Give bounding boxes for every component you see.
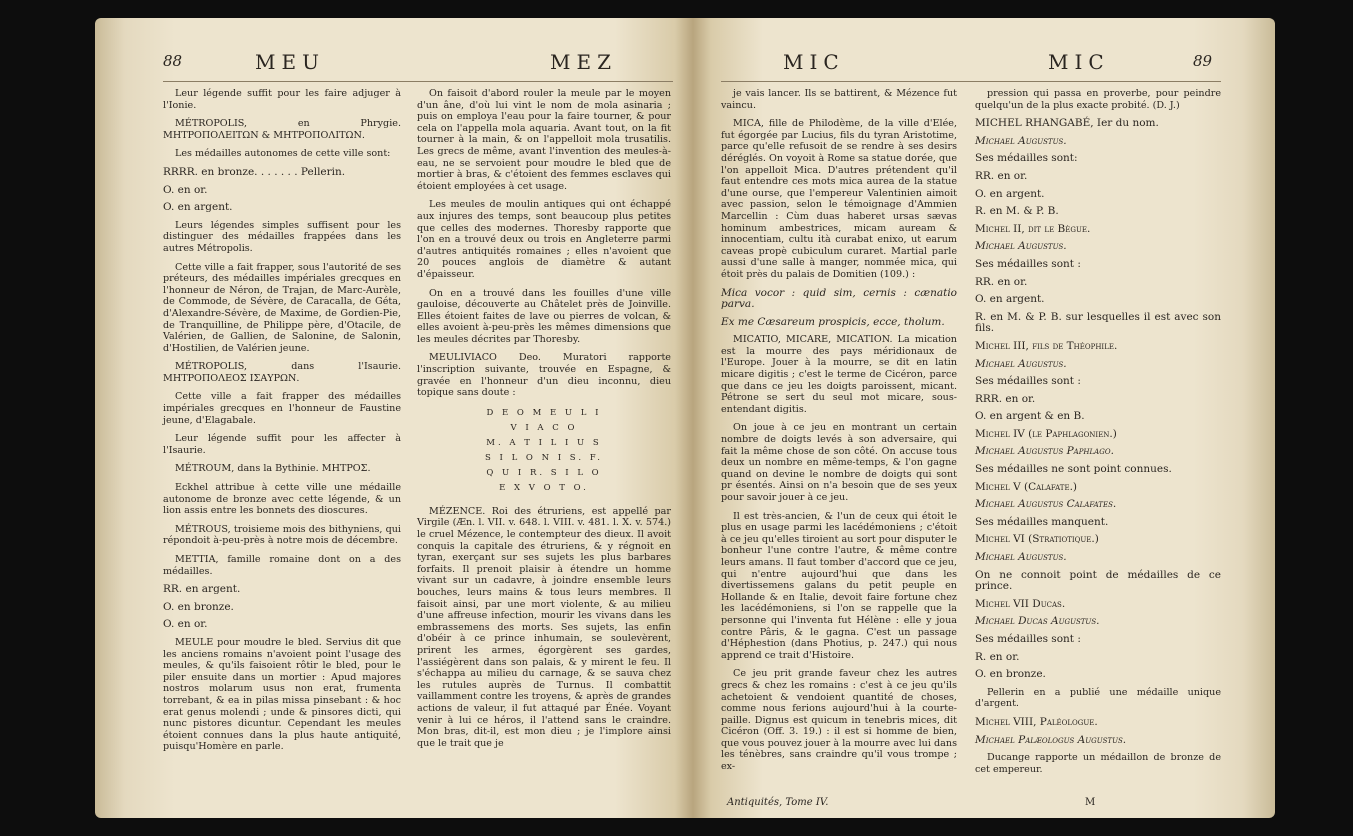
text-paragraph: Les meules de moulin antiques qui ont échappé aux injures des temps, sont beaucoup plus petites que celles des modernes. Thoresby rapporte que l'on en a trouvé deux ou trois en Angleterre parmi d'autres antiquités romaines ; elles n'avoient que 20 pouces anglois de diamètre & autant d'épaisseur.: [417, 199, 671, 280]
entry-heading: Michel II, dit le Bègue.: [975, 222, 1091, 235]
text-line: Ses médailles sont :: [975, 257, 1081, 270]
open-book: [95, 18, 1275, 818]
signature-mark: M: [1085, 797, 1096, 808]
legend-line: Michael Augustus.: [975, 357, 1067, 370]
inscription-line: E X V O T O.: [499, 482, 589, 493]
text-paragraph: Leur légende suffit pour les affecter à l'Isaurie.: [163, 433, 401, 456]
rarity-line: RR. en or.: [975, 169, 1028, 182]
entry-heading: Michel III, fils de Théophile.: [975, 339, 1118, 352]
rarity-line: O. en or.: [163, 618, 208, 631]
legend-line: Michael Ducas Augustus.: [975, 615, 1100, 628]
right-header-first: MIC: [783, 50, 845, 74]
legend-line: Michael Augustus.: [975, 551, 1067, 564]
text-line: Leur légende suffit pour les faire adjuger à l'Ionie.: [163, 88, 401, 111]
inscription-line: Q U I R. S I L O: [486, 467, 602, 478]
entry-heading: MICHEL RHANGABÉ, Ier du nom.: [975, 117, 1159, 130]
text-line: pression qui passa en proverbe, pour peindre quelqu'un de la plus exacte probité. (D. J.): [975, 88, 1221, 111]
legend-line: Michael Augustus.: [975, 134, 1067, 147]
text-line: je vais lancer. Ils se battirent, & Mézence fut vaincu.: [721, 88, 957, 111]
rarity-line: R. en M. & P. B. sur lesquelles il est avec son fils.: [975, 310, 1221, 335]
text-paragraph: MICA, fille de Philodème, de la ville d'Elée, fut égorgée par Lucius, fils du tyran Aristotime, parce qu'elle refusoit de se rendre à ses desirs déréglés. On voyoit à Rome sa statue dorée, que l'on appelloit Mica. D'autres prétendent qu'il faut entendre ces mots mica aurea de la statue d'une ourse, que l'empereur Valentinien aimoit avec passion, selon le témoignage d'Ammien Marcellin : Cùm duas haberet ursas sævas hominum ambestrices, micam auream & innocentiam, cultu ità curabat enixo, ut earum caveas propè cubiculum curaret. Martial parle aussi d'une salle à manger, nommée mica, qui étoit près du palais de Domitien (109.) :: [721, 118, 957, 280]
text-paragraph: On joue à ce jeu en montrant un certain nombre de doigts levés à son adversaire, qui fait la même chose de son côté. On accuse tous deux un nombre en même-temps, & l'on gagne quand on devine le nombre de doigts qui sont pr ésentés. Ainsi on n'a besoin que de ses yeux pour savoir jouer à ce jeu.: [721, 422, 957, 503]
verse-line: Ex me Cæsareum prospicis, ecce, tholum.: [721, 315, 945, 328]
text-line: Ses médailles sont :: [975, 633, 1081, 645]
right-header-rule: [721, 81, 1221, 82]
text-paragraph: On faisoit d'abord rouler la meule par le moyen d'un âne, d'où lui vint le nom de mola asinaria ; puis on employa l'eau pour la faire tourner, & pour cela on l'appella mola aquaria. Avant tout, on la fit tourner à la main, & on l'appelloit mola trusatilis. Les grecs de même, avant l'invention des meules-à-eau, ne se servoient pour moudre le bled que de mortier à bras, & c'étoient des femmes esclaves qui étoient employées à cet usage.: [417, 88, 671, 192]
text-paragraph: MEULIVIACO Deo. Muratori rapporte l'inscription suivante, trouvée en Espagne, & gravée en l'honneur d'un dieu inconnu, dieu topique sans doute :: [417, 352, 671, 399]
text-line: Ses médailles ne sont point connues.: [975, 463, 1172, 476]
rarity-line: RR. en or.: [975, 275, 1028, 288]
left-header-first: MEU: [255, 50, 325, 74]
inscription-line: V I A C O: [510, 422, 578, 433]
right-column-2: [975, 88, 1221, 782]
text-paragraph: MEULE pour moudre le bled. Servius dit que les anciens romains n'avoient point l'usage des meules, & qu'ils faisoient rôtir le bled, pour le piler ensuite dans un mortier : Apud majores nostros molarum usus non erat, frumenta torrebant, & ea in pilas missa pinsebant : & hoc erat genus molendi ; unde & pinsores dicti, qui nunc pistores dicuntur. Cependant les meules étoient connues dans la plus haute antiquité, puisqu'Homère en parle.: [163, 636, 401, 753]
entry-heading: Michel V (Calafate.): [975, 480, 1078, 493]
right-column-1: [721, 88, 957, 780]
text-paragraph: Ce jeu prit grande faveur chez les autres grecs & chez les romains : c'est à ce jeu qu'ils achetoient & vendoient quantité de choses, comme nous ferions aujourd'hui à la courte-paille. Dignus est quicum in tenebris mices, dit Cicéron (Off. 3. 19.) : il est si homme de bien, que vous pouvez jouer à la mourre avec lui dans les ténèbres, sans craindre qu'il vous trompe ; ex-: [721, 668, 957, 773]
text-line: Ses médailles sont:: [975, 152, 1078, 165]
rarity-line: RR. en argent.: [163, 583, 241, 596]
text-line: Ses médailles sont :: [975, 375, 1081, 388]
left-column-2: [417, 88, 671, 756]
text-paragraph: Pellerin en a publié une médaille unique d'argent.: [975, 686, 1221, 710]
text-line: Les médailles autonomes de cette ville sont:: [175, 148, 391, 160]
footer-volume: Antiquités, Tome IV.: [727, 797, 829, 808]
left-page-number: 88: [163, 52, 183, 70]
inscription-line: M. A T I L I U S: [486, 437, 602, 448]
entry-heading: Michel VIII, Paléologue.: [975, 715, 1098, 728]
entry-heading: MÉTROUS, troisieme mois des bithyniens, qui répondoit à-peu-près à notre mois de décembre.: [163, 523, 401, 547]
inscription-line: D E O M E U L I: [486, 407, 602, 418]
rarity-line: O. en argent & en B.: [975, 410, 1085, 423]
text-line: On ne connoit point de médailles de ce prince.: [975, 568, 1221, 593]
rarity-line: O. en argent.: [975, 293, 1045, 306]
rarity-line: RRR. en or.: [975, 392, 1036, 405]
verse-line: Mica vocor : quid sim, cernis : cænatio parva.: [721, 286, 957, 311]
text-paragraph: On en a trouvé dans les fouilles d'une ville gauloise, découverte au Châtelet près de Joinville. Elles étoient faites de lave ou pierres de volcan, & elles avoient à-peu-près les mêmes dimensions que les meules décrites par Thoresby.: [417, 287, 671, 345]
text-paragraph: Cette ville a fait frapper des médailles impériales grecques en l'honneur de Faustine jeune, d'Elagabale.: [163, 391, 401, 426]
rarity-line: O. en or.: [163, 183, 208, 196]
entry-heading: MÉTROPOLIS, en Phrygie. ΜΗΤΡΟΠΟΛΕΙΤΩΝ & ΜΗΤΡΟΠΟΛΙΤΩΝ.: [163, 118, 401, 141]
inscription-line: S I L O N I S. F.: [485, 452, 603, 463]
left-page: [95, 18, 693, 818]
entry-heading: Michel IV (le Paphlagonien.): [975, 427, 1117, 440]
text-paragraph: Leurs légendes simples suffisent pour les distinguer des médailles frappées dans les autres Métropolis.: [163, 219, 401, 254]
entry-heading: METTIA, famille romaine dont on a des médailles.: [163, 554, 401, 577]
left-header-second: MEZ: [550, 50, 617, 74]
entry-heading: MÉTROUM, dans la Bythinie. ΜΗΤΡΟΣ.: [175, 463, 371, 475]
text-paragraph: MÉZENCE. Roi des étruriens, est appellé par Virgile (Æn. l. VII. v. 648. l. VIII. v. 481. l. X. v. 574.) le cruel Mézence, le contempteur des dieux. Il avoit conquis la capitale des étruriens, & y régnoit en tyran, exerçant sur ses sujets les plus barbares forfaits. Il prenoit plaisir à étendre un homme vivant sur un cadavre, à joindre ensemble leurs bouches, leurs mains & tous leurs membres. Il faisoit ainsi, par une mort violente, & au milieu d'une affreuse infection, mourir les vivans dans les embrassemens des morts. Ses sujets, las enfin d'obéir à ce prince inhumain, se soulevèrent, prirent les armes, égorgèrent ses gardes, l'assiégèrent dans son palais, & y mirent le feu. Il s'échappa au milieu du carnage, & se sauva chez les rutules auprès de Turnus. Il combattit vaillamment contre les troyens, & après de grandes actions de valeur, il fut attaqué par Énée. Voyant venir à lui ce héros, il l'attend sans le craindre. Mon bras, dit-il, est mon dieu ; je l'implore ainsi que le trait que je: [417, 505, 671, 749]
legend-line: Michael Augustus.: [975, 240, 1067, 253]
entry-heading: Michel VI (Stratiotique.): [975, 533, 1099, 546]
text-paragraph: Eckhel attribue à cette ville une médaille autonome de bronze avec cette légende, & un lion assis entre les bonnets des dioscures.: [163, 482, 401, 517]
text-line: Ses médailles manquent.: [975, 515, 1109, 528]
entry-heading: Michel VII Ducas.: [975, 597, 1066, 610]
rarity-line: RRRR. en bronze. . . . . . . Pellerin.: [163, 165, 346, 178]
entry-heading: MÉTROPOLIS, dans l'Isaurie. ΜΗΤΡΟΠΟΛΕΟΣ ΙΣΑΥΡΩΝ.: [163, 361, 401, 384]
right-page-number: 89: [1193, 52, 1213, 70]
rarity-line: R. en M. & P. B.: [975, 205, 1059, 218]
text-paragraph: MICATIO, MICARE, MICATION. La mication est la mourre des pays méridionaux de l'Europe. Jouer à la mourre, se dit en latin micare digitis ; c'est le terme de Cicéron, parce que dans ce jeu les doigts paroissent, micant. Pétrone se sert du seul mot micare, sous-entendant digitis.: [721, 334, 957, 415]
legend-line: Michael Augustus Calafates.: [975, 498, 1117, 511]
left-column-1: [163, 88, 401, 760]
right-header-second: MIC: [1048, 50, 1110, 74]
inscription: [417, 406, 671, 496]
rarity-line: R. en or.: [975, 650, 1020, 663]
legend-line: Michael Palæologus Augustus.: [975, 733, 1127, 746]
rarity-line: O. en argent.: [163, 201, 233, 214]
right-page: [693, 18, 1275, 818]
text-paragraph: Cette ville a fait frapper, sous l'autorité de ses préteurs, des médailles impériales grecques en l'honneur de Néron, de Trajan, de Marc-Aurèle, de Commode, de Sévère, de Caracalla, de Géta, d'Alexandre-Sévère, de Maxime, de Gordien-Pie, de Tranquilline, de Philippe père, d'Otacile, de Valérien, de Gallien, de Salonine, de Salonin, d'Hostilien, de Valérien jeune.: [163, 261, 401, 354]
text-paragraph: Il est très-ancien, & l'un de ceux qui étoit le plus en usage parmi les lacédémoniens ; c'étoit à ce jeu qu'elles tiroient au sort pour disputer le bonheur l'une contre l'autre, & même contre leurs amans. Il faut tomber d'accord que ce jeu, qui n'entre aujourd'hui que dans les divertissemens galans du petit peuple en Hollande & en Italie, devoit faire fortune chez les lacédémoniens, si l'on se rappelle que la personne qui l'inventa fut Hélène : elle y joua contre Pâris, & le gagna. C'est un passage d'Héphestion (dans Photius, p. 247.) qui nous apprend ce trait d'Histoire.: [721, 510, 957, 661]
legend-line: Michael Augustus Paphlago.: [975, 445, 1114, 458]
rarity-line: O. en bronze.: [975, 668, 1046, 681]
left-header-rule: [163, 81, 673, 82]
text-paragraph: Ducange rapporte un médaillon de bronze de cet empereur.: [975, 752, 1221, 775]
rarity-line: O. en bronze.: [163, 600, 234, 613]
rarity-line: O. en argent.: [975, 187, 1045, 200]
